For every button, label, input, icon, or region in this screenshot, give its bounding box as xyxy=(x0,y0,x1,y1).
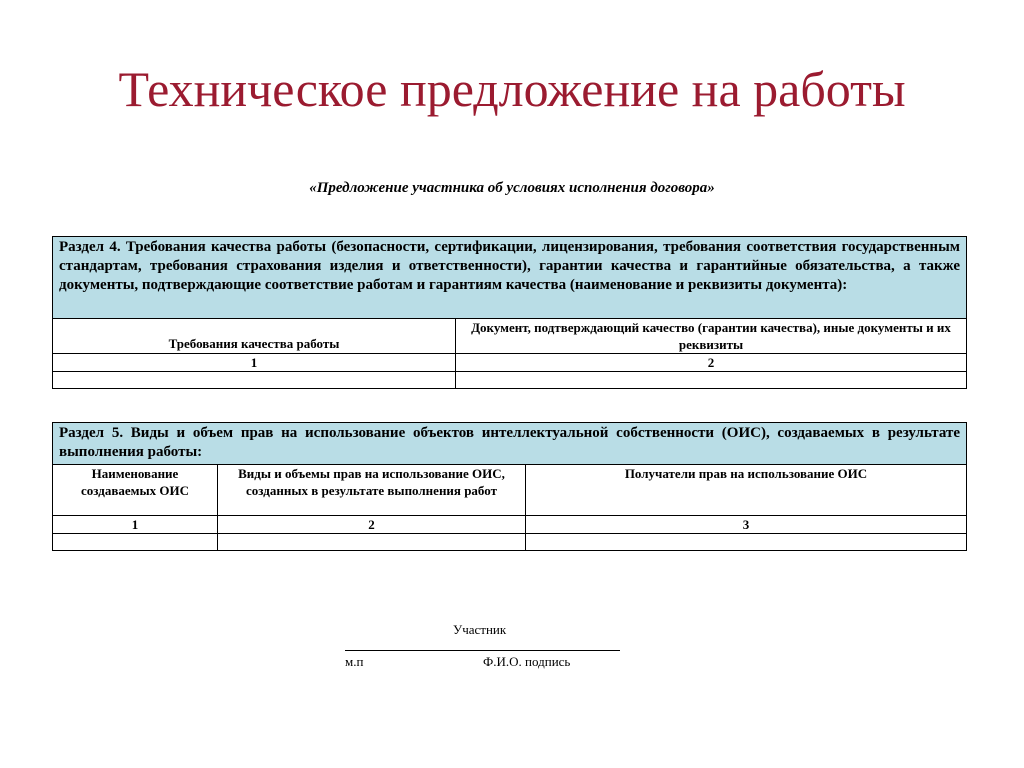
section-5-num-2: 2 xyxy=(218,516,526,534)
section-4-num-2: 2 xyxy=(456,354,967,372)
section-5-num-3: 3 xyxy=(526,516,967,534)
section-5-col-rights-scope: Виды и объемы прав на использование ОИС, созданных в результате выполнения работ xyxy=(218,465,526,516)
section-4-num-1: 1 xyxy=(53,354,456,372)
name-signature-label: Ф.И.О. подпись xyxy=(483,654,571,669)
section-5-empty-cell[interactable] xyxy=(218,534,526,551)
stamp-label: м.п xyxy=(345,654,364,669)
subtitle: «Предложение участника об условиях исполнения договора» xyxy=(309,180,715,196)
signature-line[interactable] xyxy=(345,640,620,651)
section-5-empty-cell[interactable] xyxy=(53,534,218,551)
section-5-table xyxy=(52,422,967,551)
section-4-header: Раздел 4. Требования качества работы (безопасности, сертификации, лицензирования, требования соответствия государственным стандартам, требования страхования изделия и ответственности), гарантии качества и гарантийные обязательства, а также документы, подтверждающие соответствие работам и гарантиям качества (наименование и реквизиты документа): xyxy=(53,237,967,319)
section-5-header: Раздел 5. Виды и объем прав на использование объектов интеллектуальной собственности (ОИС), создаваемых в результате выполнения работы: xyxy=(53,423,967,465)
slide-title: Техническое предложение на работы xyxy=(118,61,906,117)
section-4-empty-cell[interactable] xyxy=(456,372,967,389)
section-5-col-rights-recipients: Получатели прав на использование ОИС xyxy=(526,465,967,516)
section-5-col-ois-name: Наименование создаваемых ОИС xyxy=(53,465,218,516)
section-4-col-quality-document: Документ, подтверждающий качество (гарантии качества), иные документы и их реквизиты xyxy=(456,319,967,354)
section-5-num-1: 1 xyxy=(53,516,218,534)
section-4-table xyxy=(52,236,967,389)
participant-label: Участник xyxy=(453,622,507,637)
section-4-empty-cell[interactable] xyxy=(53,372,456,389)
section-5-empty-cell[interactable] xyxy=(526,534,967,551)
signature-block xyxy=(345,620,625,673)
section-4-col-quality-requirements: Требования качества работы xyxy=(53,319,456,354)
